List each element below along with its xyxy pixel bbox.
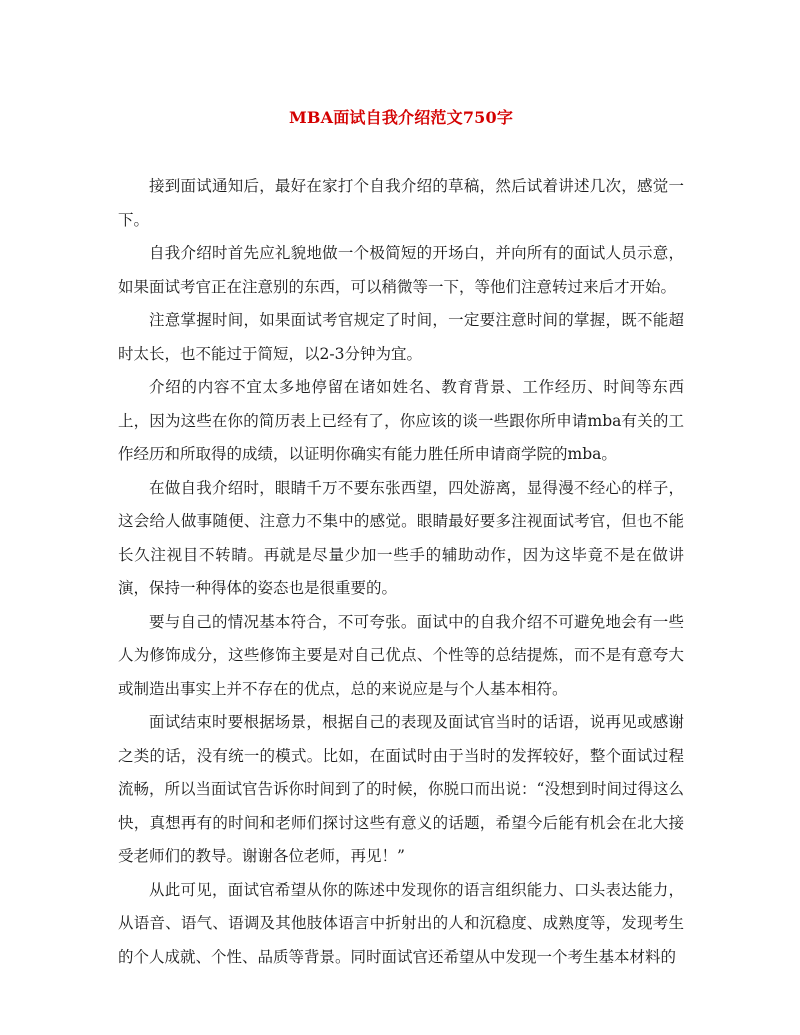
paragraph: 接到面试通知后，最好在家打个自我介绍的草稿，然后试着讲述几次，感觉一下。 — [118, 177, 684, 229]
paragraph: 自我介绍时首先应礼貌地做一个极简短的开场白，并向所有的面试人员示意，如果面试考官正在注意别的东西，可以稍微等一下，等他们注意转过来后才开始。 — [118, 244, 684, 296]
paragraph: 介绍的内容不宜太多地停留在诸如姓名、教育背景、工作经历、时间等东西上，因为这些在你的简历表上已经有了，你应该的谈一些跟你所申请mba有关的工作经历和所取得的成绩，以证明你确实有能力胜任所申请商学院的mba。 — [118, 378, 684, 463]
paragraph: 面试结束时要根据场景，根据自己的表现及面试官当时的话语，说再见或感谢之类的话，没有统一的模式。比如，在面试时由于当时的发挥较好，整个面试过程流畅，所以当面试官告诉你时间到了的时候，你脱口而出说：“没想到时间过得这么快，真想再有的时间和老师们探讨这些有意义的话题，希望今后能有机会在北大接受老师们的教导。谢谢各位老师，再见！” — [118, 713, 684, 865]
document-page — [118, 0, 684, 974]
paragraph: 要与自己的情况基本符合，不可夸张。面试中的自我介绍不可避免地会有一些人为修饰成分，这些修饰主要是对自己优点、个性等的总结提炼，而不是有意夸大或制造出事实上并不存在的优点，总的来说应是与个人基本相符。 — [118, 612, 684, 698]
paragraph: 在做自我介绍时，眼睛千万不要东张西望，四处游离，显得漫不经心的样子，这会给人做事随便、注意力不集中的感觉。眼睛最好要多注视面试考官，但也不能长久注视目不转睛。再就是尽量少加一些手的辅助动作，因为这毕竟不是在做讲演，保持一种得体的姿态也是很重要的。 — [118, 478, 684, 597]
paragraph: 注意掌握时间，如果面试考官规定了时间，一定要注意时间的掌握，既不能超时太长，也不能过于简短，以2-3分钟为宜。 — [118, 311, 684, 363]
document-body — [118, 170, 684, 974]
document-title: MBA面试自我介绍范文750字 — [288, 108, 514, 127]
paragraph: 从此可见，面试官希望从你的陈述中发现你的语言组织能力、口头表达能力，从语音、语气、语调及其他肢体语言中折射出的人和沉稳度、成熟度等，发现考生的个人成就、个性、品质等背景。同时面试官还希望从中发现一个考生基本材料的 — [118, 880, 684, 966]
